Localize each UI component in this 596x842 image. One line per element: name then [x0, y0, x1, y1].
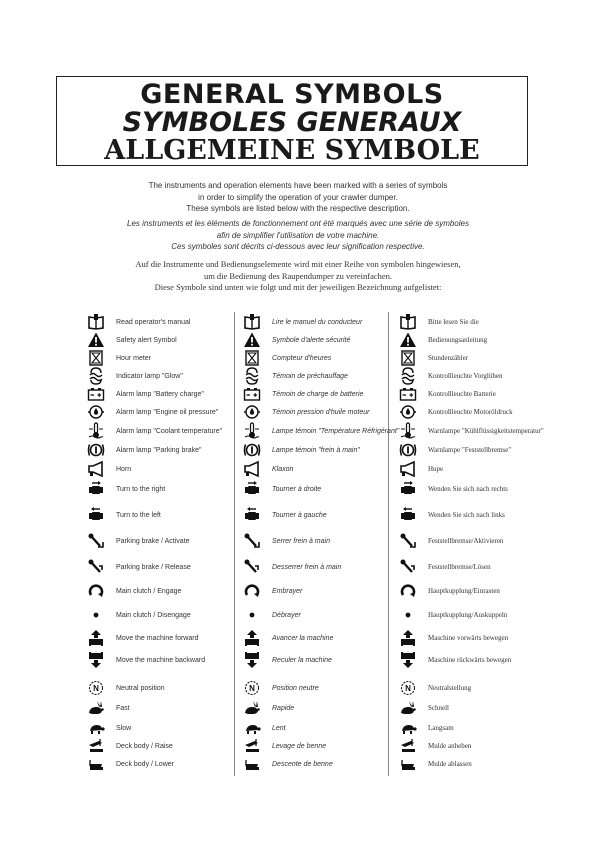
symbol-cell-en — [86, 312, 191, 332]
symbol-cell-en — [86, 678, 165, 698]
intro-line: Ces symboles sont décrits ci-dessous avec leur signification respective. — [171, 242, 425, 251]
intro-german — [80, 259, 516, 294]
symbol-label: Neutral position — [116, 684, 165, 692]
oil-pressure-icon — [398, 403, 418, 421]
turn-left-icon — [242, 506, 262, 524]
symbol-label: Alarm lamp "Battery charge" — [116, 390, 204, 398]
symbol-row — [0, 366, 596, 386]
symbol-cell-fr — [242, 366, 348, 386]
body-lower-icon — [242, 755, 262, 773]
symbol-label: Compteur d'heures — [272, 354, 332, 362]
symbol-label: Position neutre — [272, 684, 319, 692]
symbol-label: Read operator's manual — [116, 318, 191, 326]
symbol-label: Témoin de charge de batterie — [272, 390, 364, 398]
symbol-row — [0, 440, 596, 460]
symbol-row — [0, 557, 596, 577]
battery-icon — [242, 385, 262, 403]
body-raise-icon — [242, 737, 262, 755]
hourglass-icon — [86, 349, 106, 367]
book-icon — [242, 313, 262, 331]
body-lower-icon — [398, 755, 418, 773]
coolant-temp-icon — [86, 422, 106, 440]
symbol-cell-de — [398, 366, 502, 386]
backward-icon — [398, 651, 418, 669]
symbol-label: Move the machine forward — [116, 634, 199, 642]
symbol-label: Témoin pression d'huile moteur — [272, 408, 370, 416]
symbol-label: Neutralstellung — [428, 684, 472, 692]
warning-icon — [398, 331, 418, 349]
symbol-cell-en — [86, 605, 191, 625]
symbol-cell-de — [398, 531, 503, 551]
clutch-disengage-icon — [398, 606, 418, 624]
symbol-label: Turn to the right — [116, 485, 166, 493]
forward-icon — [242, 629, 262, 647]
clutch-engage-icon — [398, 582, 418, 600]
symbol-label: Klaxon — [272, 465, 294, 473]
symbol-label: Tourner à droite — [272, 485, 322, 493]
title-german: ALLGEMEINE SYMBOLE — [104, 135, 480, 166]
symbol-cell-fr — [242, 605, 301, 625]
brake-activate-icon — [398, 532, 418, 550]
symbol-cell-en — [86, 330, 177, 350]
hare-icon — [242, 699, 262, 717]
symbol-label: Fast — [116, 704, 130, 712]
horn-icon — [398, 460, 418, 478]
clutch-disengage-icon — [242, 606, 262, 624]
symbol-cell-de — [398, 698, 449, 718]
parking-brake-lamp-icon — [86, 441, 106, 459]
brake-release-icon — [242, 558, 262, 576]
symbol-cell-fr — [242, 421, 399, 441]
symbol-cell-fr — [242, 650, 332, 670]
symbol-cell-fr — [242, 402, 369, 422]
symbol-cell-de — [398, 581, 500, 601]
parking-brake-lamp-icon — [398, 441, 418, 459]
symbol-row — [0, 581, 596, 601]
symbol-label: Desserrer frein à main — [272, 563, 342, 571]
symbol-label: Rapide — [272, 704, 295, 712]
symbol-cell-en — [86, 650, 205, 670]
symbol-label: Horn — [116, 465, 132, 473]
brake-activate-icon — [242, 532, 262, 550]
symbol-label: Débrayer — [272, 611, 301, 619]
symbol-row — [0, 678, 596, 698]
symbol-cell-de — [398, 754, 472, 774]
turn-left-icon — [86, 506, 106, 524]
symbol-cell-de — [398, 384, 496, 404]
turn-right-icon — [86, 480, 106, 498]
symbol-row — [0, 531, 596, 551]
symbol-label: Mulde anheben — [428, 742, 472, 750]
symbol-label: Lent — [272, 724, 286, 732]
warning-icon — [86, 331, 106, 349]
symbol-row — [0, 348, 596, 368]
symbol-label: Warnlampe "Kühlflüssigkeitstemperatur" — [428, 427, 544, 435]
clutch-disengage-icon — [86, 606, 106, 624]
intro-line: Auf die Instrumente und Bedienungselemente wird mit einer Reihe von symbolen hingewiesen, — [135, 259, 461, 269]
symbol-cell-de — [398, 736, 471, 756]
symbol-label: Maschine rückwärts bewegen — [428, 656, 512, 664]
symbol-row — [0, 384, 596, 404]
title-box — [56, 76, 528, 166]
symbol-label: Feststellbremse/Aktivieren — [428, 537, 504, 545]
symbol-label: Main clutch / Disengage — [116, 611, 191, 619]
symbol-cell-en — [86, 459, 131, 479]
symbol-row — [0, 650, 596, 670]
symbol-cell-en — [86, 421, 222, 441]
symbol-cell-de — [398, 421, 544, 441]
brake-release-icon — [398, 558, 418, 576]
symbol-cell-fr — [242, 628, 333, 648]
svg-text:N: N — [405, 684, 411, 693]
symbol-label: Tourner à gauche — [272, 511, 327, 519]
forward-icon — [398, 629, 418, 647]
symbol-label: Kontrollleuchte Motoröldruck — [428, 408, 513, 416]
hare-icon — [398, 699, 418, 717]
symbol-row — [0, 312, 596, 332]
symbol-cell-en — [86, 402, 218, 422]
hare-icon — [86, 699, 106, 717]
symbol-label: Hauptkupplung/Einrasten — [428, 587, 500, 595]
hourglass-icon — [398, 349, 418, 367]
symbol-label: Serrer frein à main — [272, 537, 330, 545]
symbol-cell-fr — [242, 479, 321, 499]
symbol-cell-de — [398, 479, 508, 499]
intro-line: in order to simplify the operation of your crawler dumper. — [198, 192, 398, 202]
symbol-cell-de — [398, 718, 454, 738]
symbol-cell-fr — [242, 459, 293, 479]
symbol-cell-fr — [242, 348, 331, 368]
symbol-label: Embrayer — [272, 587, 303, 595]
symbol-label: Kontrollleuchte Batterie — [428, 390, 496, 398]
symbol-label: Schnell — [428, 704, 449, 712]
symbol-label: Langsam — [428, 724, 454, 732]
warning-icon — [242, 331, 262, 349]
symbol-row — [0, 505, 596, 525]
symbol-label: Avancer la machine — [272, 634, 334, 642]
backward-icon — [242, 651, 262, 669]
symbol-label: Maschine vorwärts bewegen — [428, 634, 509, 642]
symbol-cell-fr — [242, 330, 350, 350]
intro-line: Les instruments et les éléments de fonctionnement ont été marqués avec une série de symboles — [127, 219, 469, 228]
title-english: GENERAL SYMBOLS — [140, 79, 444, 110]
body-lower-icon — [86, 755, 106, 773]
symbol-cell-fr — [242, 736, 326, 756]
intro-line: The instruments and operation elements have been marked with a series of symbols — [148, 181, 448, 190]
parking-brake-lamp-icon — [242, 441, 262, 459]
symbol-cell-fr — [242, 384, 363, 404]
symbol-cell-de — [398, 402, 513, 422]
book-icon — [398, 313, 418, 331]
brake-release-icon — [86, 558, 106, 576]
symbol-label: Lampe témoin "Température Réfrigérant" — [272, 427, 400, 435]
clutch-engage-icon — [86, 582, 106, 600]
coolant-temp-icon — [242, 422, 262, 440]
symbol-label: Indicator lamp "Glow" — [116, 372, 183, 380]
body-raise-icon — [398, 737, 418, 755]
symbol-label: Move the machine backward — [116, 656, 206, 664]
symbol-cell-de — [398, 678, 471, 698]
symbol-row — [0, 628, 596, 648]
glow-plug-icon — [242, 367, 262, 385]
symbol-cell-fr — [242, 581, 302, 601]
intro-line: These symbols are listed below with the respective description. — [186, 204, 410, 213]
oil-pressure-icon — [242, 403, 262, 421]
horn-icon — [86, 460, 106, 478]
symbol-row — [0, 736, 596, 756]
symbol-row — [0, 698, 596, 718]
symbol-cell-en — [86, 698, 130, 718]
symbol-label: Bitte lesen Sie die — [428, 318, 479, 326]
svg-text:N: N — [249, 684, 255, 693]
symbol-cell-en — [86, 440, 202, 460]
symbol-label: Wenden Sie sich nach links — [428, 511, 505, 519]
symbol-row — [0, 459, 596, 479]
symbol-cell-de — [398, 348, 468, 368]
symbol-label: Symbole d'alerte sécurité — [272, 336, 351, 344]
symbol-label: Feststellbremse/Lösen — [428, 563, 491, 571]
symbol-label: Main clutch / Engage — [116, 587, 182, 595]
symbol-cell-de — [398, 605, 507, 625]
symbol-label: Descente de benne — [272, 760, 333, 768]
symbol-cell-en — [86, 531, 190, 551]
symbol-cell-de — [398, 650, 511, 670]
symbol-label: Hauptkupplung/Auskuppeln — [428, 611, 508, 619]
symbol-cell-en — [86, 557, 191, 577]
battery-icon — [398, 385, 418, 403]
symbol-cell-en — [86, 505, 161, 525]
clutch-engage-icon — [242, 582, 262, 600]
body-raise-icon — [86, 737, 106, 755]
oil-pressure-icon — [86, 403, 106, 421]
title-french: SYMBOLES GENERAUX — [122, 107, 462, 138]
symbol-cell-fr — [242, 440, 360, 460]
symbol-label: Parking brake / Release — [116, 563, 191, 571]
symbol-cell-fr — [242, 698, 294, 718]
symbol-row — [0, 754, 596, 774]
hourglass-icon — [242, 349, 262, 367]
symbol-cell-en — [86, 628, 198, 648]
symbol-cell-fr — [242, 505, 327, 525]
symbol-label: Turn to the left — [116, 511, 161, 519]
svg-text:N: N — [93, 684, 99, 693]
battery-icon — [86, 385, 106, 403]
symbol-label: Deck body / Lower — [116, 760, 174, 768]
neutral-icon — [86, 679, 106, 697]
tortoise-icon — [398, 719, 418, 737]
symbol-label: Lampe témoin "frein à main" — [272, 446, 360, 454]
symbol-cell-de — [398, 505, 505, 525]
symbol-label: Bedienungsanleitung — [428, 336, 488, 344]
symbol-row — [0, 479, 596, 499]
symbol-cell-de — [398, 628, 508, 648]
tortoise-icon — [86, 719, 106, 737]
neutral-icon — [242, 679, 262, 697]
symbol-label: Alarm lamp "Engine oil pressure" — [116, 408, 219, 416]
symbol-label: Slow — [116, 724, 132, 732]
forward-icon — [86, 629, 106, 647]
symbol-row — [0, 330, 596, 350]
symbol-label: Mulde ablassen — [428, 760, 472, 768]
symbol-label: Témoin de préchauffage — [272, 372, 348, 380]
symbol-cell-de — [398, 459, 443, 479]
glow-plug-icon — [398, 367, 418, 385]
symbol-label: Reculer la machine — [272, 656, 332, 664]
symbol-cell-fr — [242, 678, 319, 698]
book-icon — [86, 313, 106, 331]
symbol-label: Levage de benne — [272, 742, 327, 750]
symbol-cell-en — [86, 736, 173, 756]
intro-line: afin de simplifier l'utilisation de votre machine. — [216, 230, 380, 240]
symbol-row — [0, 421, 596, 441]
neutral-icon — [398, 679, 418, 697]
symbol-cell-de — [398, 440, 511, 460]
symbol-label: Alarm lamp "Coolant temperature" — [116, 427, 223, 435]
symbol-label: Stundenzähler — [428, 354, 469, 362]
symbol-cell-fr — [242, 312, 362, 332]
symbol-label: Alarm lamp "Parking brake" — [116, 446, 202, 454]
symbol-cell-en — [86, 348, 151, 368]
symbol-row — [0, 718, 596, 738]
brake-activate-icon — [86, 532, 106, 550]
glow-plug-icon — [86, 367, 106, 385]
turn-right-icon — [398, 480, 418, 498]
symbol-label: Warnlampe "Feststellbremse" — [428, 446, 512, 454]
symbol-label: Wenden Sie sich nach rechts — [428, 485, 508, 493]
symbol-cell-fr — [242, 754, 333, 774]
symbol-cell-en — [86, 718, 131, 738]
symbol-cell-de — [398, 312, 479, 332]
backward-icon — [86, 651, 106, 669]
symbol-cell-fr — [242, 718, 286, 738]
intro-line: Diese Symbole sind unten wie folgt und mit der jeweiligen Bezeichnung aufgelistet: — [154, 282, 442, 292]
symbol-row — [0, 605, 596, 625]
intro-english — [80, 180, 516, 215]
symbol-cell-fr — [242, 531, 330, 551]
symbol-cell-en — [86, 479, 165, 499]
symbol-cell-de — [398, 330, 487, 350]
symbol-label: Lire le manuel du conducteur — [272, 318, 363, 326]
symbol-cell-en — [86, 366, 183, 386]
symbol-label: Hupe — [428, 465, 444, 473]
symbol-row — [0, 402, 596, 422]
tortoise-icon — [242, 719, 262, 737]
symbol-label: Safety alert Symbol — [116, 336, 177, 344]
symbol-label: Hour meter — [116, 354, 152, 362]
symbol-label: Deck body / Raise — [116, 742, 173, 750]
symbol-cell-fr — [242, 557, 341, 577]
symbol-label: Kontrollleuchte Vorglühen — [428, 372, 503, 380]
intro-french — [80, 218, 516, 253]
coolant-temp-icon — [398, 422, 418, 440]
turn-left-icon — [398, 506, 418, 524]
turn-right-icon — [242, 480, 262, 498]
symbol-cell-en — [86, 754, 174, 774]
horn-icon — [242, 460, 262, 478]
intro-line: um die Bedienung des Raupendumper zu vereinfachen. — [203, 270, 393, 281]
symbol-label: Parking brake / Activate — [116, 537, 190, 545]
symbol-cell-en — [86, 581, 181, 601]
symbol-cell-de — [398, 557, 491, 577]
symbol-cell-en — [86, 384, 204, 404]
